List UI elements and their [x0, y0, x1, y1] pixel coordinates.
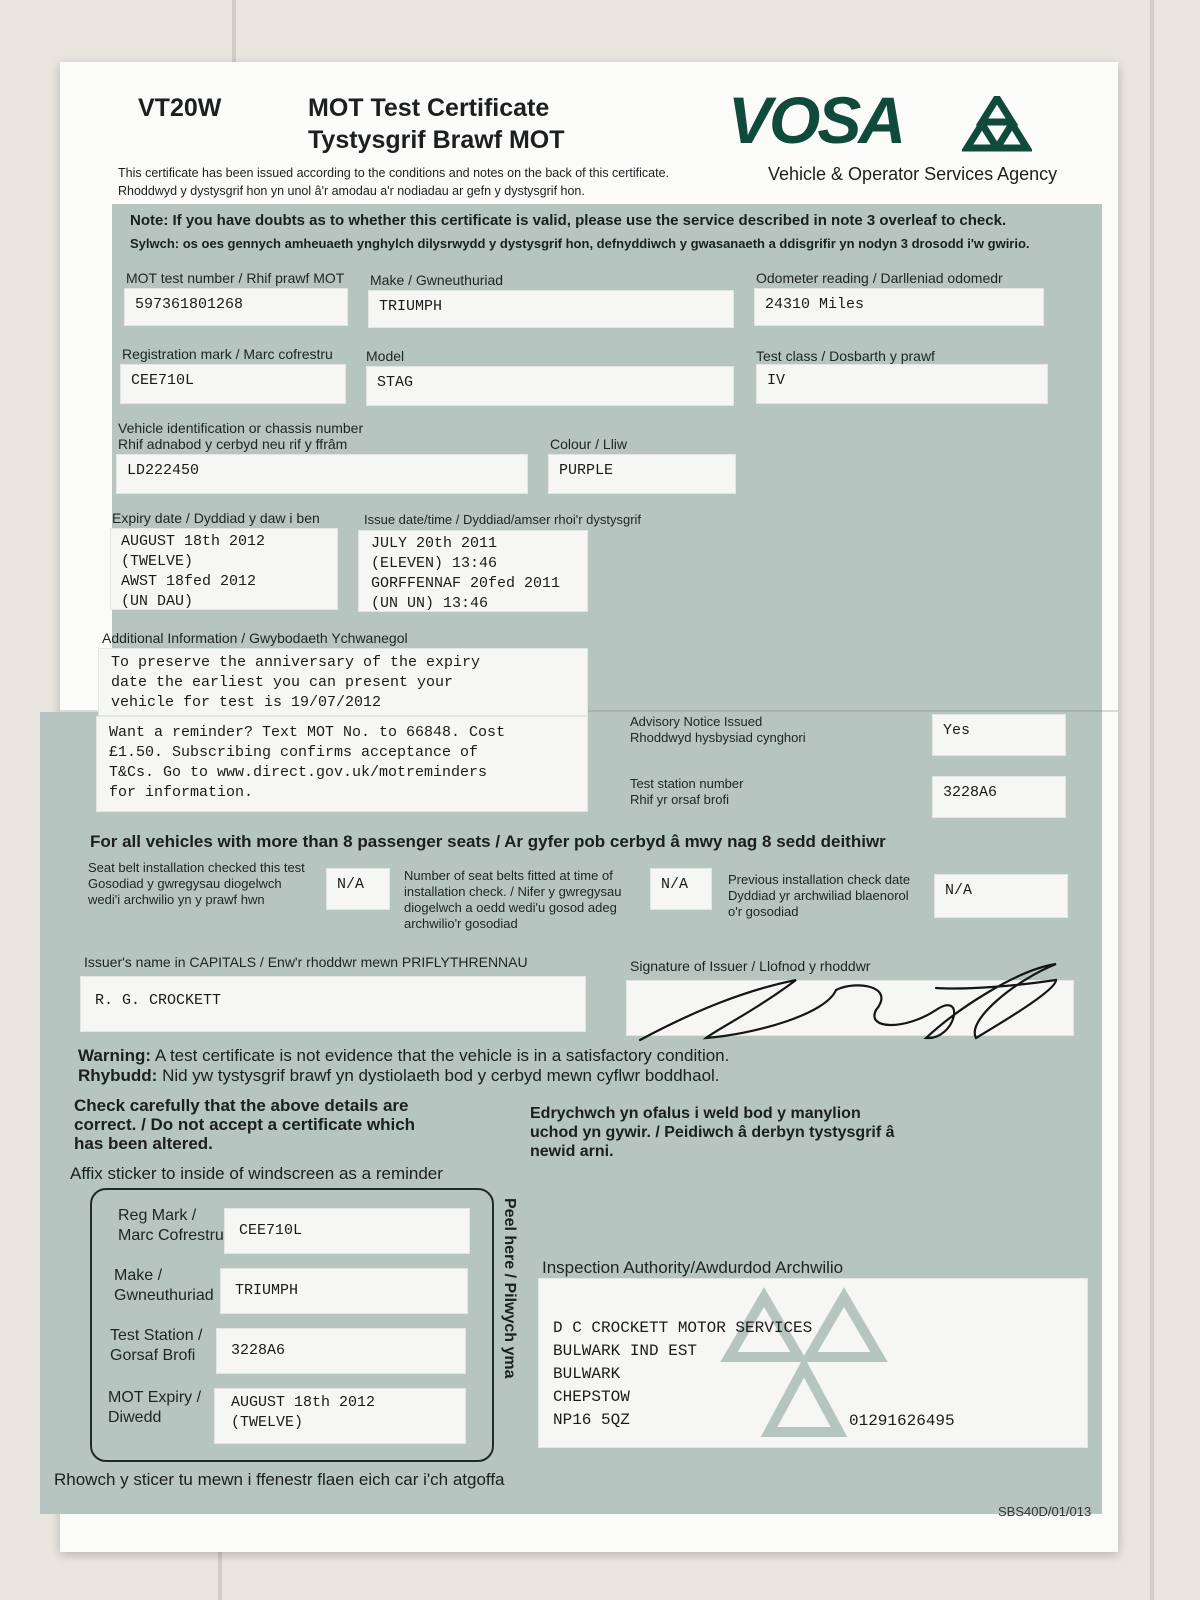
- make-label: Make / Gwneuthuriad: [370, 272, 504, 288]
- inspection-authority-box: [538, 1278, 1088, 1448]
- issue-field: JULY 20th 2011 (ELEVEN) 13:46 GORFFENNAF 20fed 2011 (UN UN) 13:46: [358, 530, 588, 612]
- previous-check-label: Previous installation check date Dyddiad yr archwiliad blaenorol o'r gosodiad: [728, 872, 911, 919]
- agency-name: Vehicle & Operator Services Agency: [768, 164, 1058, 184]
- warning-en-text: A test certificate is not evidence that the vehicle is in a satisfactory condition.: [154, 1046, 730, 1065]
- additional-info-field: To preserve the anniversary of the expiry date the earliest you can present your vehicle for test is 19/07/2012: [98, 648, 588, 716]
- check-details-cy: Edrychwch yn ofalus i weld bod y manylion uchod yn gywir. / Peidiwch â derbyn tystysgrif â newid arni.: [530, 1105, 895, 1160]
- vosa-logo: VOSA: [728, 83, 904, 157]
- title-en: MOT Test Certificate: [308, 94, 550, 122]
- warning-cy-label: Rhybudd:: [78, 1066, 158, 1085]
- mot-test-number-label: MOT test number / Rhif prawf MOT: [126, 270, 345, 286]
- additional-info-label: Additional Information / Gwybodaeth Ychwanegol: [102, 630, 408, 646]
- validity-note-en: Note: If you have doubts as to whether this certificate is valid, please use the service described in note 3 overleaf to check.: [130, 212, 1007, 229]
- sticker-station-field: 3228A6: [216, 1328, 466, 1374]
- tile-joint: [1150, 0, 1154, 1600]
- sticker-instruction-cy: Rhowch y sticer tu mewn i ffenestr flaen eich car i'ch atgoffa: [54, 1470, 505, 1489]
- colour-label: Colour / Lliw: [550, 436, 628, 452]
- advisory-field: Yes: [932, 714, 1066, 756]
- odometer-label: Odometer reading / Darlleniad odomedr: [756, 270, 1003, 286]
- sticker-instruction: Affix sticker to inside of windscreen as a reminder: [70, 1164, 443, 1183]
- validity-note-cy: Sylwch: os oes gennych amheuaeth ynghylch dilysrwydd y dystysgrif hon, defnyddiwch y gwasanaeth a ddisgrifir yn nodyn 3 drosodd i'w gwirio.: [130, 236, 1030, 251]
- peel-here-label: Peel here / Pilwych yma: [501, 1198, 518, 1379]
- model-field: STAG: [366, 366, 734, 406]
- issued-note-en: This certificate has been issued according to the conditions and notes on the back of this certificate.: [118, 166, 670, 180]
- seatbelt-checked-field: N/A: [326, 868, 390, 910]
- mot-test-number-field: 597361801268: [124, 288, 348, 326]
- tile-joint: [232, 0, 236, 70]
- test-class-label: Test class / Dosbarth y prawf: [756, 348, 935, 364]
- expiry-label: Expiry date / Dyddiad y daw i ben: [112, 510, 320, 526]
- sticker-expiry-field: AUGUST 18th 2012 (TWELVE): [214, 1388, 466, 1444]
- registration-field: CEE710L: [120, 364, 346, 404]
- make-field: TRIUMPH: [368, 290, 734, 328]
- test-station-field: 3228A6: [932, 776, 1066, 818]
- issuer-name-field: R. G. CROCKETT: [80, 976, 586, 1032]
- issuer-name-label: Issuer's name in CAPITALS / Enw'r rhoddwr mewn PRIFLYTHRENNAU: [84, 954, 528, 970]
- warning-en-label: Warning:: [78, 1046, 152, 1065]
- test-class-field: IV: [756, 364, 1048, 404]
- footer-code: SBS40D/01/013: [998, 1504, 1092, 1519]
- vin-label: Vehicle identification or chassis number Rhif adnabod y cerbyd neu rif y ffrâm: [118, 420, 364, 452]
- seatbelts-fitted-label: Number of seat belts fitted at time of installation check. / Nifer y gwregysau diogelwch a oedd wedi'u gosod adeg archwilio'r gosodiad: [404, 868, 622, 931]
- form-code: VT20W: [138, 94, 222, 122]
- colour-field: PURPLE: [548, 454, 736, 494]
- sticker-reg-field: CEE710L: [224, 1208, 470, 1254]
- seatbelts-fitted-field: N/A: [650, 868, 712, 910]
- passenger-section-heading: For all vehicles with more than 8 passenger seats / Ar gyfer pob cerbyd â mwy nag 8 sedd deithiwr: [90, 832, 886, 851]
- sticker-make-label: Make / Gwneuthuriad: [114, 1267, 214, 1304]
- issuer-signature: [636, 950, 1066, 1050]
- warning-cy-text: Nid yw tystysgrif brawf yn dystiolaeth bod y cerbyd mewn cyflwr boddhaol.: [162, 1066, 720, 1085]
- previous-check-field: N/A: [934, 874, 1068, 918]
- expiry-field: AUGUST 18th 2012 (TWELVE) AWST 18fed 2012 (UN DAU): [110, 528, 338, 610]
- odometer-field: 24310 Miles: [754, 288, 1044, 326]
- test-station-label: Test station number Rhif yr orsaf brofi: [630, 776, 744, 807]
- inspection-authority-label: Inspection Authority/Awdurdod Archwilio: [542, 1258, 844, 1277]
- sticker-station-label: Test Station / Gorsaf Brofi: [110, 1327, 203, 1364]
- warning-en: [78, 1046, 729, 1066]
- sticker-reg-label: Reg Mark / Marc Cofrestru: [118, 1207, 224, 1244]
- reminder-sticker: [90, 1188, 494, 1462]
- check-details-en: Check carefully that the above details are correct. / Do not accept a certificate which has been altered.: [74, 1096, 416, 1153]
- mot-triangles-icon: [962, 96, 1032, 152]
- inspection-address: D C CROCKETT MOTOR SERVICES BULWARK IND EST BULWARK CHEPSTOW NP16 5QZ: [553, 1319, 813, 1429]
- warning-cy: [78, 1066, 720, 1086]
- vin-field: LD222450: [116, 454, 528, 494]
- sticker-expiry-label: MOT Expiry / Diwedd: [108, 1389, 202, 1426]
- signature-label: Signature of Issuer / Llofnod y rhoddwr: [630, 958, 871, 974]
- sticker-make-field: TRIUMPH: [220, 1268, 468, 1314]
- title-cy: Tystysgrif Brawf MOT: [308, 126, 565, 154]
- reminder-info-field: Want a reminder? Text MOT No. to 66848. Cost £1.50. Subscribing confirms acceptance of T&Cs. Go to www.direct.gov.uk/motreminders for information.: [96, 716, 588, 812]
- issue-label: Issue date/time / Dyddiad/amser rhoi'r dystysgrif: [364, 512, 642, 527]
- model-label: Model: [366, 348, 405, 364]
- mot-certificate: [54, 62, 1118, 1552]
- inspection-phone: 01291626495: [849, 1412, 955, 1430]
- registration-label: Registration mark / Marc cofrestru: [122, 346, 333, 362]
- seatbelt-checked-label: Seat belt installation checked this test Gosodiad y gwregysau diogelwch wedi'i archwilio yn y prawf hwn: [88, 860, 305, 907]
- issued-note-cy: Rhoddwyd y dystysgrif hon yn unol â'r amodau a'r nodiadau ar gefn y dystysgrif hon.: [118, 184, 585, 198]
- advisory-label: Advisory Notice Issued Rhoddwyd hysbysiad cynghori: [630, 714, 806, 745]
